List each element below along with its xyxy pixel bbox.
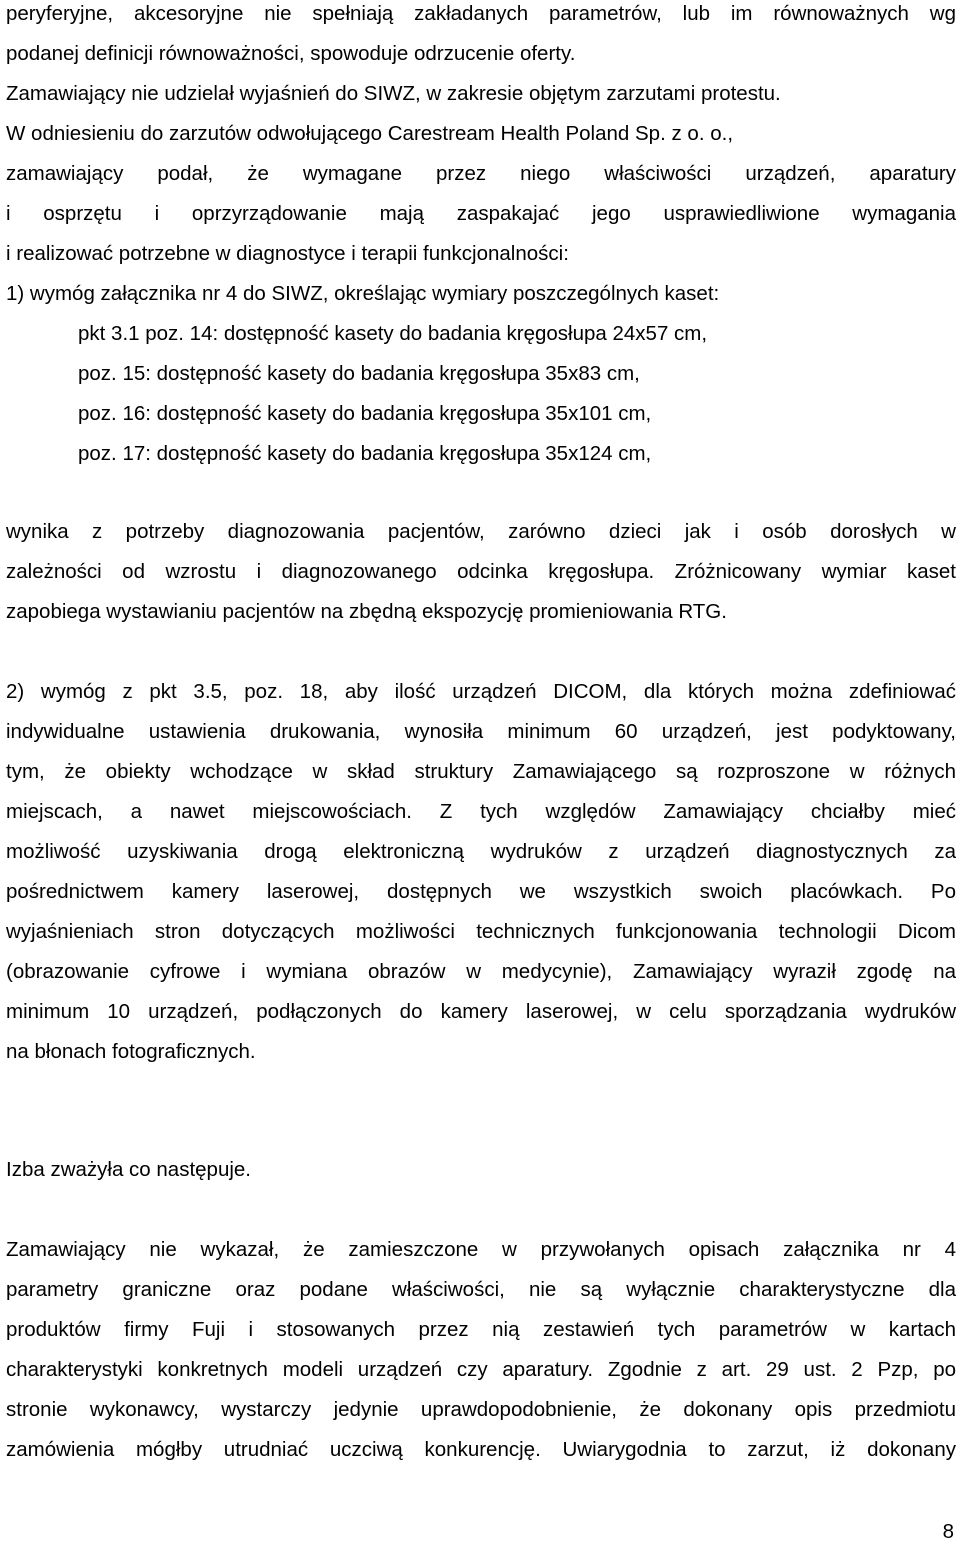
text-line-23: (obrazowanie cyfrowe i wymiana obrazów w medycynie), Zamawiający wyraził zgodę na — [6, 960, 956, 983]
text-line-1: peryferyjne, akcesoryjne nie spełniają zakładanych parametrów, lub im równoważnych wg — [6, 2, 956, 25]
text-line-17: indywidualne ustawienia drukowania, wynosiła minimum 60 urządzeń, jest podyktowany, — [6, 720, 956, 743]
text-line-22: wyjaśnieniach stron dotyczących możliwości technicznych funkcjonowania technologii Dicom — [6, 920, 956, 943]
text-line-13: wynika z potrzeby diagnozowania pacjentów, zarówno dzieci jak i osób dorosłych w — [6, 520, 956, 543]
text-line-32: zamówienia mógłby utrudniać uczciwą konkurencję. Uwiarygodnia to zarzut, iż dokonany — [6, 1438, 956, 1461]
text-line-14: zależności od wzrostu i diagnozowanego odcinka kręgosłupa. Zróżnicowany wymiar kaset — [6, 560, 956, 583]
text-line-25: na błonach fotograficznych. — [6, 1040, 256, 1063]
cassette-item-14: pkt 3.1 poz. 14: dostępność kasety do badania kręgosłupa 24x57 cm, — [78, 322, 708, 345]
text-line-18: tym, że obiekty wchodzące w skład struktury Zamawiającego są rozproszone w różnych — [6, 760, 956, 783]
list-item-2: 2) wymóg z pkt 3.5, poz. 18, aby ilość urządzeń DICOM, dla których można zdefiniować — [6, 680, 956, 703]
cassette-item-17: poz. 17: dostępność kasety do badania kręgosłupa 35x124 cm, — [78, 442, 652, 465]
text-line-2: podanej definicji równoważności, spowoduje odrzucenie oferty. — [6, 42, 576, 65]
text-line-20: możliwość uzyskiwania drogą elektroniczną wydruków z urządzeń diagnostycznych za — [6, 840, 956, 863]
text-line-3: Zamawiający nie udzielał wyjaśnień do SIWZ, w zakresie objętym zarzutami protestu. — [6, 82, 781, 105]
text-line-28: parametry graniczne oraz podane właściwości, nie są wyłącznie charakterystyczne dla — [6, 1278, 956, 1301]
list-item-1: 1) wymóg załącznika nr 4 do SIWZ, określając wymiary poszczególnych kaset: — [6, 282, 720, 305]
text-line-15: zapobiega wystawianiu pacjentów na zbędną ekspozycję promieniowania RTG. — [6, 600, 727, 623]
text-line-29: produktów firmy Fuji i stosowanych przez nią zestawień tych parametrów w kartach — [6, 1318, 956, 1341]
text-line-24: minimum 10 urządzeń, podłączonych do kamery laserowej, w celu sporządzania wydruków — [6, 1000, 956, 1023]
text-line-31: stronie wykonawcy, wystarczy jedynie uprawdopodobnienie, że dokonany opis przedmiotu — [6, 1398, 956, 1421]
text-line-19: miejscach, a nawet miejscowościach. Z tych względów Zamawiający chciałby mieć — [6, 800, 956, 823]
cassette-item-15: poz. 15: dostępność kasety do badania kręgosłupa 35x83 cm, — [78, 362, 640, 385]
section-heading: Izba zważyła co następuje. — [6, 1158, 251, 1181]
cassette-item-16: poz. 16: dostępność kasety do badania kręgosłupa 35x101 cm, — [78, 402, 652, 425]
text-line-5: zamawiający podał, że wymagane przez niego właściwości urządzeń, aparatury — [6, 162, 956, 185]
text-line-21: pośrednictwem kamery laserowej, dostępnych we wszystkich swoich placówkach. Po — [6, 880, 956, 903]
page-number: 8 — [942, 1520, 954, 1543]
text-line-6: i osprzętu i oprzyrządowanie mają zaspakajać jego usprawiedliwione wymagania — [6, 202, 956, 225]
text-line-30: charakterystyki konkretnych modeli urządzeń czy aparatury. Zgodnie z art. 29 ust. 2 Pzp, po — [6, 1358, 956, 1381]
text-line-7: i realizować potrzebne w diagnostyce i terapii funkcjonalności: — [6, 242, 569, 265]
text-line-4: W odniesieniu do zarzutów odwołującego Carestream Health Poland Sp. z o. o., — [6, 122, 734, 145]
text-line-27: Zamawiający nie wykazał, że zamieszczone w przywołanych opisach załącznika nr 4 — [6, 1238, 956, 1261]
